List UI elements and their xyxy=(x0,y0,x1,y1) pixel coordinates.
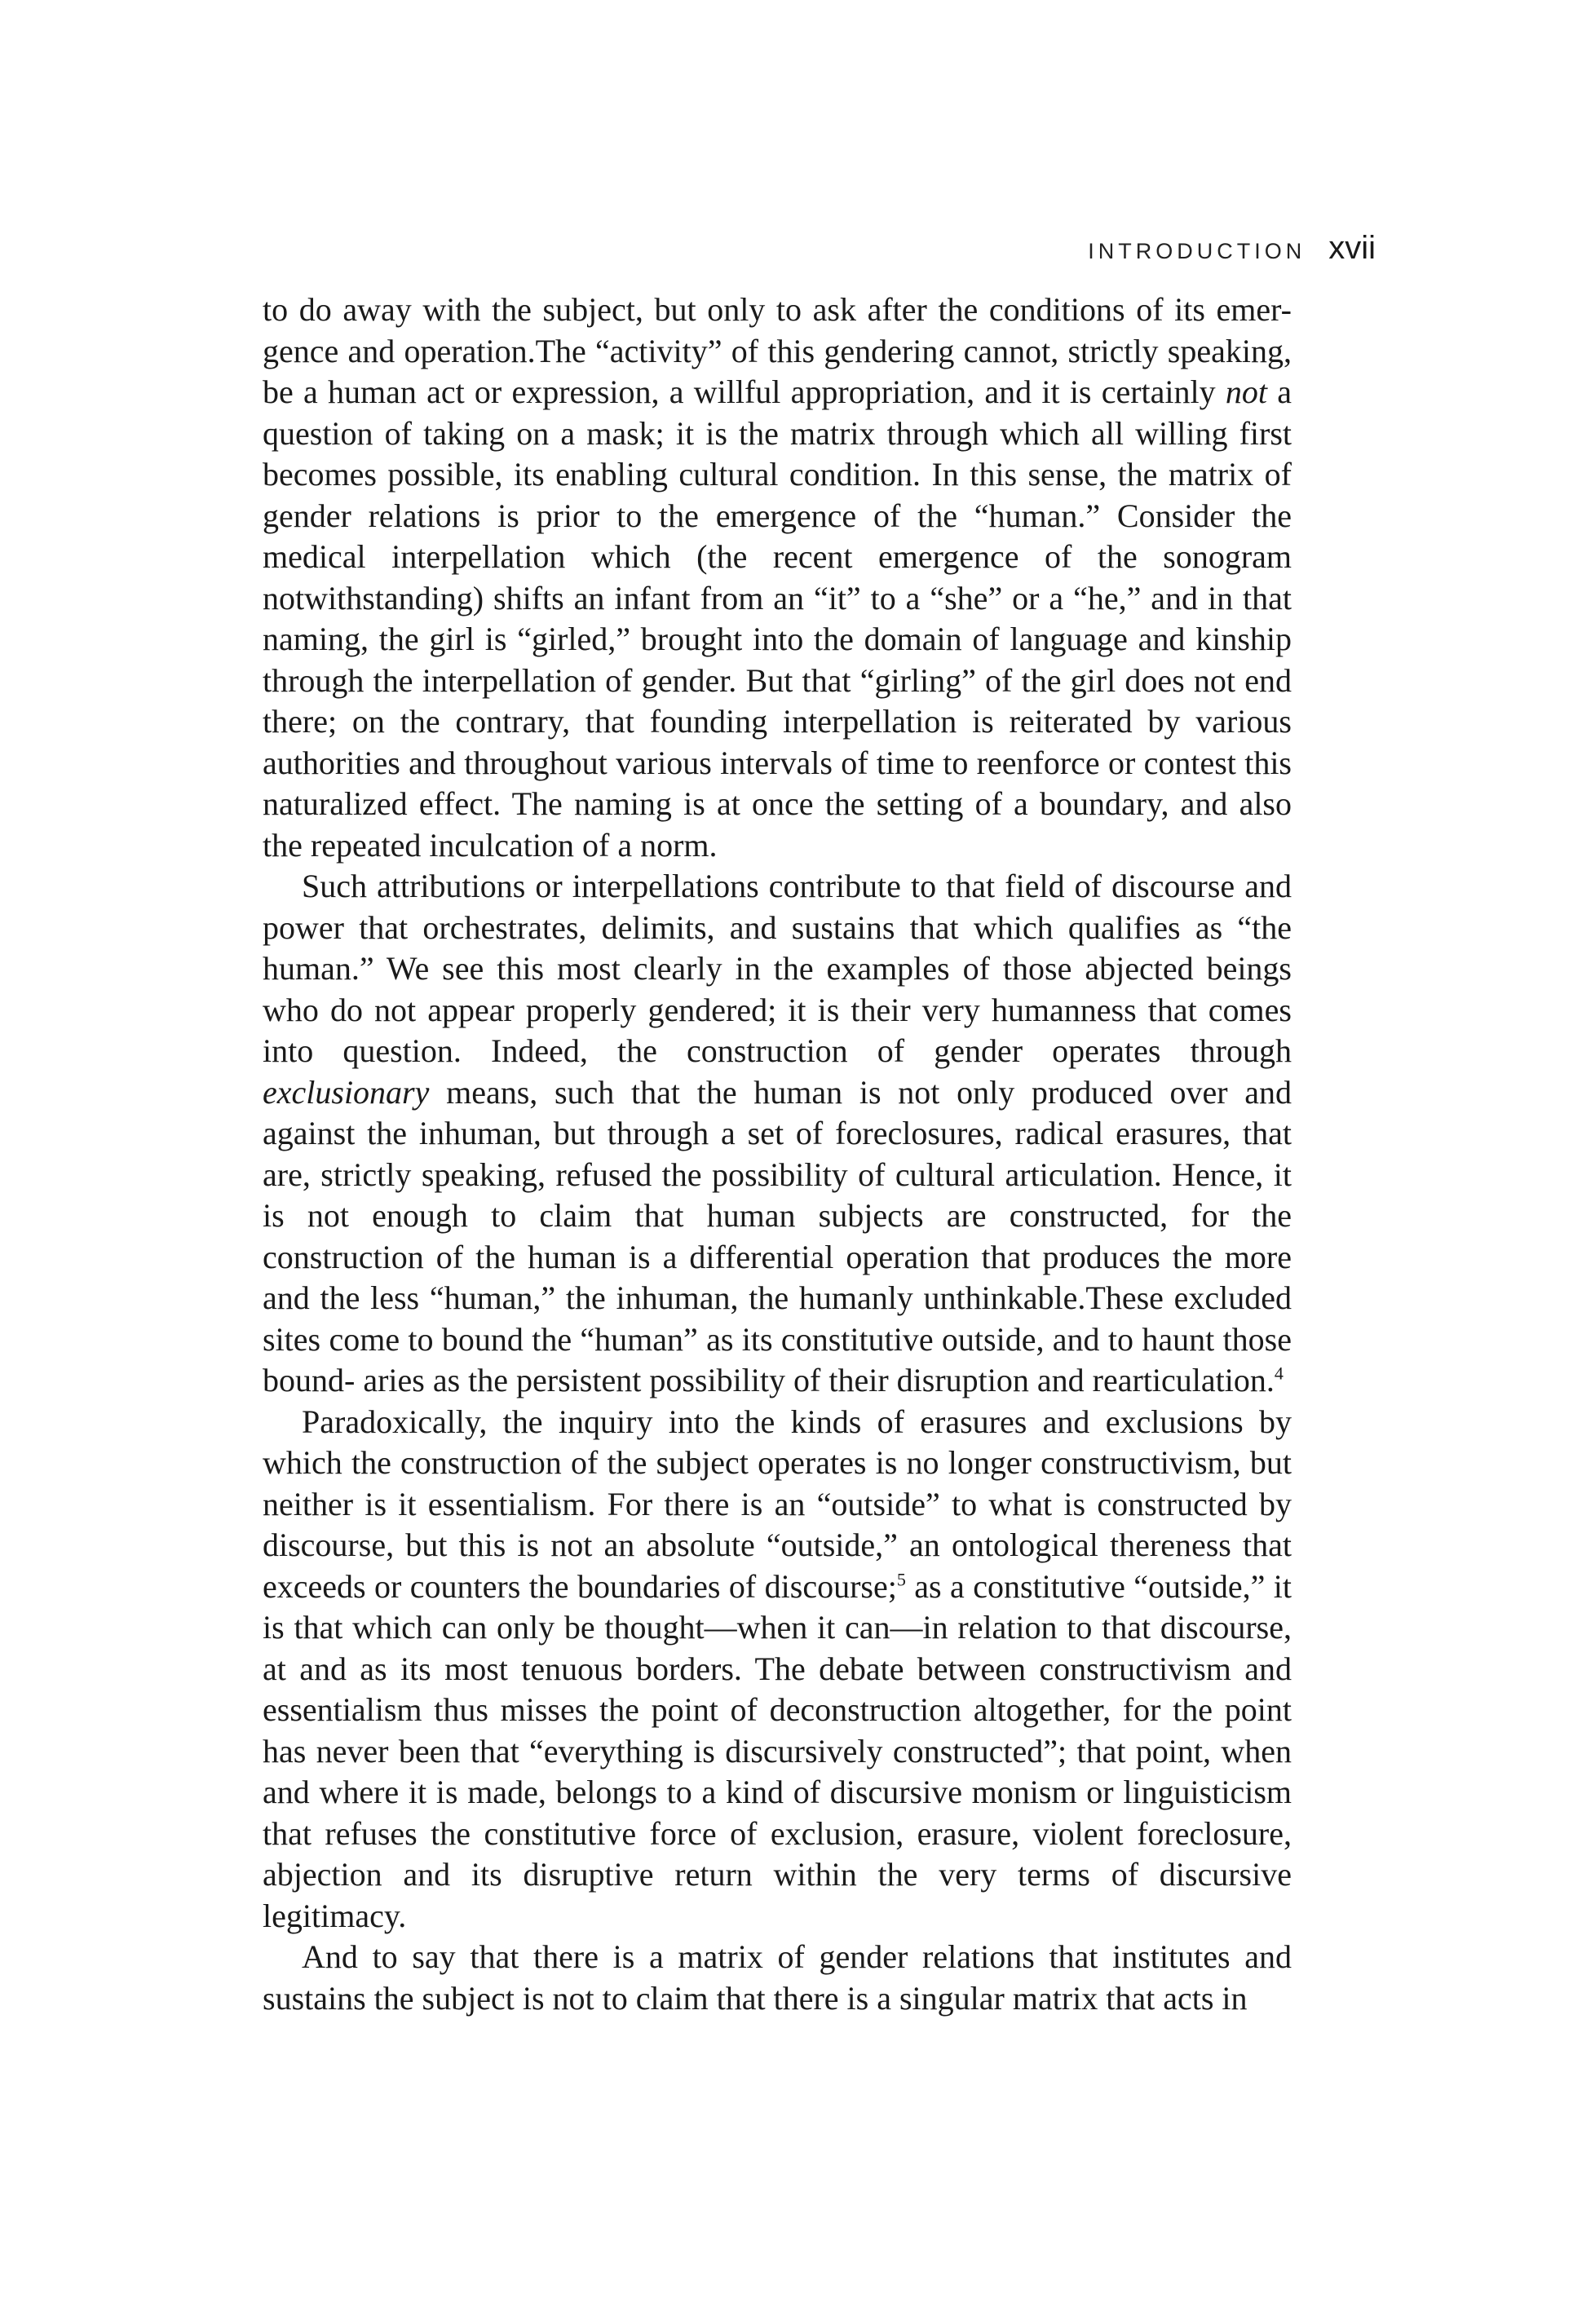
page-number: xvii xyxy=(1328,230,1376,266)
paragraph-3 xyxy=(263,1402,1292,1937)
paragraph-text: And to say that there is a matrix of gender relations that institutes and sustains the subject is not to claim that there is a singular matrix that acts in xyxy=(263,1938,1292,2017)
running-head xyxy=(1088,230,1376,267)
section-title: INTRODUCTION xyxy=(1088,239,1306,263)
body-text xyxy=(263,289,1292,2019)
paragraph-2 xyxy=(263,866,1292,1402)
paragraph-text: Such attributions or interpellations contribute to that field of discourse and power that orchestrates, delimits, and sustains that which qualifies as “the human.” We see this most clearly in the examples of those abjected beings who do not appear properly gendered; it is their very humanness that comes into question. Indeed, the construction of gender operates through xyxy=(263,868,1292,1069)
paragraph-text: Paradoxically, the inquiry into the kinds of erasures and exclusions by which the construction of the subject operates is no longer constructivism, but neither is it essentialism. For there is an “outside” to what is constructed by discourse, but this is not an absolute “outside,” an ontological thereness that exceeds or counters the boundaries of discourse; xyxy=(263,1403,1292,1605)
paragraph-text: a question of taking on a mask; it is the matrix through which all willing first becomes possible, its enabling cultural condition. In this sense, the matrix of gender relations is prior to the emergence of the “human.” Consider the medical interpellation which (the recent emergence of the sonogram notwithstanding) shifts an infant from an “it” to a “she” or a “he,” and in that naming, the girl is “girled,” brought into the domain of language and kinship through the interpellation of gender. But that “girling” of the girl does not end there; on the contrary, that founding interpellation is reiterated by various authorities and throughout various intervals of time to reenforce or contest this naturalized effect. The naming is at once the setting of a boundary, and also the repeated inculcation of a norm. xyxy=(263,373,1292,864)
paragraph-text: as a constitutive “outside,” it is that which can only be thought—when it can—in relation to that discourse, at and as its most tenuous borders. The debate between constructivism and essentialism thus misses the point of deconstruction altogether, for the point has never been that “everything is discursively constructed”; that point, when and where it is made, belongs to a kind of discursive monism or linguisticism that refuses the constitutive force of exclusion, erasure, violent foreclosure, abjection and its disruptive return within the very terms of discursive legitimacy. xyxy=(263,1567,1292,1934)
paragraph-text: to do away with the subject, but only to ask after the conditions of its emer- gence and operation.The “activity” of this gendering cannot, strictly speaking, be a human act or expression, a willful appropriation, and it is certainly xyxy=(263,291,1292,410)
paragraph-text: means, such that the human is not only produced over and against the inhuman, but through a set of foreclosures, radical erasures, that are, strictly speaking, refused the possibility of cultural articulation. Hence, it is not enough to claim that human subjects are constructed, for the construction of the human is a differential operation that produces the more and the less “human,” the inhuman, the humanly unthinkable.These excluded sites come to bound the “human” as its constitutive outside, and to haunt those bound- aries as the persistent possibility of their disruption and rearticulation. xyxy=(263,1073,1292,1398)
emphasis-text: not xyxy=(1225,373,1268,410)
emphasis-text: exclusionary xyxy=(263,1073,430,1111)
footnote-ref-4[interactable]: 4 xyxy=(1274,1363,1284,1384)
paragraph-1 xyxy=(263,289,1292,866)
paragraph-4 xyxy=(263,1937,1292,2019)
footnote-ref-5[interactable]: 5 xyxy=(896,1569,906,1590)
